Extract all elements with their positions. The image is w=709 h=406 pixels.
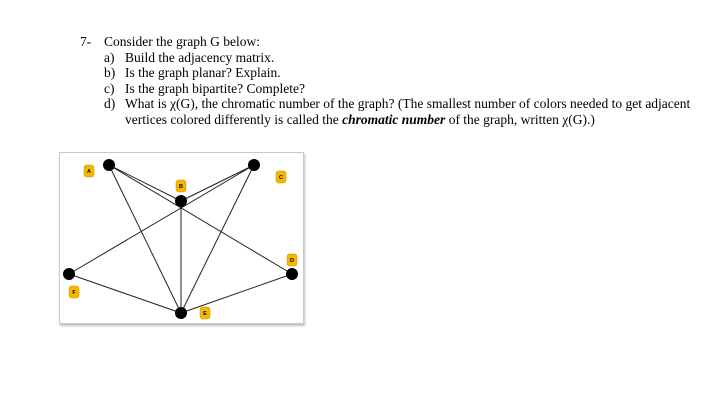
question-block: [80, 34, 700, 127]
vertex-label-b: [176, 180, 186, 192]
part-d: [104, 96, 700, 127]
edge-a-d: [109, 165, 292, 274]
vertex-label-text: F: [72, 290, 76, 296]
vertex-b: [175, 195, 187, 207]
chromatic-number-term: chromatic number: [342, 111, 446, 127]
vertex-label-e: [200, 307, 210, 319]
vertex-a: [103, 159, 115, 171]
part-b: [104, 65, 700, 81]
question-intro: Consider the graph G below:: [104, 34, 260, 49]
part-text: Is the graph bipartite? Complete?: [125, 80, 305, 96]
part-text: [125, 96, 700, 127]
edge-f-e: [69, 274, 181, 313]
vertex-label-a: [84, 165, 94, 177]
vertex-d: [286, 268, 298, 280]
vertex-label-text: D: [290, 258, 294, 264]
vertex-f: [63, 268, 75, 280]
graph-figure: [59, 152, 304, 324]
part-label: b): [104, 65, 116, 80]
part-text: Is the graph planar? Explain.: [125, 65, 281, 80]
part-a: [104, 50, 700, 66]
question-parts: [104, 50, 700, 128]
vertex-label-f: [69, 286, 79, 298]
edge-c-f: [69, 165, 254, 274]
part-text: Build the adjacency matrix.: [125, 49, 275, 65]
vertex-label-text: B: [179, 184, 183, 190]
part-label: c): [104, 80, 115, 96]
edge-a-b: [109, 165, 181, 201]
vertex-label-text: A: [87, 169, 91, 175]
vertex-label-c: [276, 171, 286, 183]
part-d-text-start: What is χ(G), the chromatic number of the graph? (The smallest number of colors needed to get adjacent vertices colored differently is called the: [125, 96, 691, 127]
part-c: [104, 81, 700, 97]
edge-b-c: [181, 165, 254, 201]
vertex-e: [175, 307, 187, 319]
part-label: d): [104, 96, 116, 111]
vertex-label-d: [287, 254, 297, 266]
graph-labels: [69, 165, 297, 319]
part-label: a): [104, 49, 115, 65]
edge-a-e: [109, 165, 181, 313]
vertex-c: [248, 159, 260, 171]
question-number: 7-: [80, 34, 92, 49]
part-d-text-end: of the graph, written χ(G).): [445, 111, 595, 127]
vertex-label-text: E: [203, 311, 207, 317]
graph-canvas: [60, 153, 303, 323]
vertex-label-text: C: [279, 175, 283, 181]
